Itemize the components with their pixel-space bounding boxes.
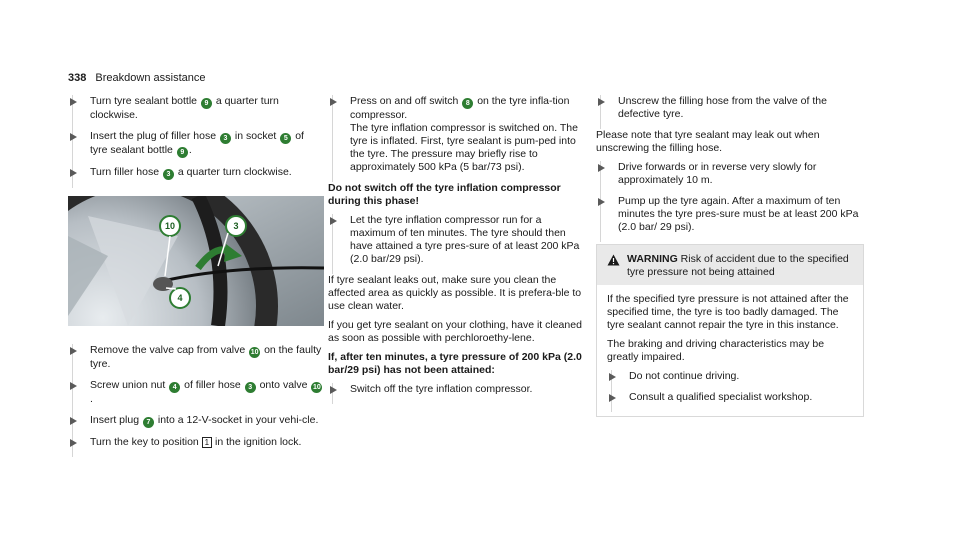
paragraph: The braking and driving characteristics may be greatly impaired. [607,338,825,363]
paragraph: Please note that tyre sealant may leak out when unscrewing the filling hose. [596,129,820,154]
step-arrow-icon [70,98,77,106]
tyre-valve-illustration [68,196,324,326]
step-item: Screw union nut 4 of filler hose 3 onto valve 10. [68,379,324,406]
callout-badge: 8 [462,98,473,109]
step-arrow-icon [70,133,77,141]
step-arrow-icon [330,217,337,225]
warning-title: WARNING Risk of accident due to the specified tyre pressure not being attained [627,253,849,278]
callout-badge: 10 [312,384,321,391]
tyre-valve-photo [68,196,324,326]
paragraph: If the specified tyre pressure is not attained after the specified time, the tyre is too badly damaged. The tyre sealant cannot repair the tyre in this instance. [607,293,849,331]
warning-body [597,285,863,416]
step-item: Drive forwards or in reverse very slowly for approximately 10 m. [596,161,864,187]
step-item: Unscrew the filling hose from the valve of the defective tyre. [596,95,864,121]
callout-badge: 3 [163,169,174,180]
step-item: Turn tyre sealant bottle 9 a quarter turn clockwise. [68,95,324,122]
step-arrow-icon [70,439,77,447]
step-arrow-icon [598,164,605,172]
bold-instruction: Do not switch off the tyre inflation compressor during this phase! [328,182,561,207]
page-number: 338 [68,72,87,84]
step-item: Consult a qualified specialist workshop. [607,391,853,404]
callout-badge: 7 [143,417,154,428]
column-1 [68,95,324,457]
step-arrow-icon [598,198,605,206]
step-item: Do not continue driving. [607,370,853,383]
warning-box [596,244,864,417]
step-item: Insert plug 7 into a 12-V-socket in your vehi-cle. [68,414,324,428]
photo-label: 10 [164,221,175,231]
callout-badge: 10 [250,349,259,356]
callout-badge: 5 [280,133,291,144]
step-item: Pump up the tyre again. After a maximum of ten minutes the tyre pres-sure must be at least 200 kPa (2.0 bar/ 29 psi). [596,195,864,234]
step-arrow-icon [609,394,616,402]
paragraph: If tyre sealant leaks out, make sure you clean the affected area as quickly as possible. It is prefera-ble to use clean water. [328,274,582,312]
step-arrow-icon [70,347,77,355]
step-arrow-icon [70,169,77,177]
bold-instruction: If, after ten minutes, a tyre pressure of 200 kPa (2.0 bar/29 psi) has not been attained: [328,351,582,376]
step-arrow-icon [330,386,337,394]
step-arrow-icon [609,373,616,381]
callout-badge: 4 [169,382,180,393]
callout-badge: 3 [220,133,231,144]
photo-label: 4 [177,293,183,303]
callout-badge: 3 [245,382,256,393]
step-arrow-icon [598,98,605,106]
section-title: Breakdown assistance [95,72,206,84]
step-item: Remove the valve cap from valve 10 on the faulty tyre. [68,344,324,371]
photo-label: 3 [233,221,239,231]
key-position-symbol: 1 [202,437,212,448]
step-item: Turn filler hose 3 a quarter turn clockwise. [68,166,324,180]
step-item: Switch off the tyre inflation compressor. [328,383,584,396]
callout-badge: 9 [201,98,212,109]
column-3 [596,95,864,417]
warning-label: WARNING [627,253,678,265]
step-item: Let the tyre inflation compressor run for a maximum of ten minutes. The tyre should then have attained a tyre pres-sure of at least 200 kPa (2.0 bar/29 psi). [328,214,584,266]
column-2 [328,95,584,404]
callout-badge: 9 [177,147,188,158]
warning-triangle-icon [607,254,620,266]
step-item: Insert the plug of filler hose 3 in socket 5 of tyre sealant bottle 9 . [68,130,324,158]
step-item: Turn the key to position 1 in the ignition lock. [68,436,324,449]
step-arrow-icon [70,382,77,390]
paragraph: If you get tyre sealant on your clothing, have it cleaned as soon as possible with perchloroethy-lene. [328,319,582,344]
page-header [68,72,205,85]
step-item: Press on and off switch 8 on the tyre infla-tion compressor. The tyre inflation compressor is switched on. The tyre is inflated. First, tyre sealant is pum-ped into the tyre. The pressure may briefly rise to approximately 500 kPa (5 bar/73 psi). [328,95,584,174]
step-arrow-icon [330,98,337,106]
warning-header [597,245,863,285]
step-arrow-icon [70,417,77,425]
